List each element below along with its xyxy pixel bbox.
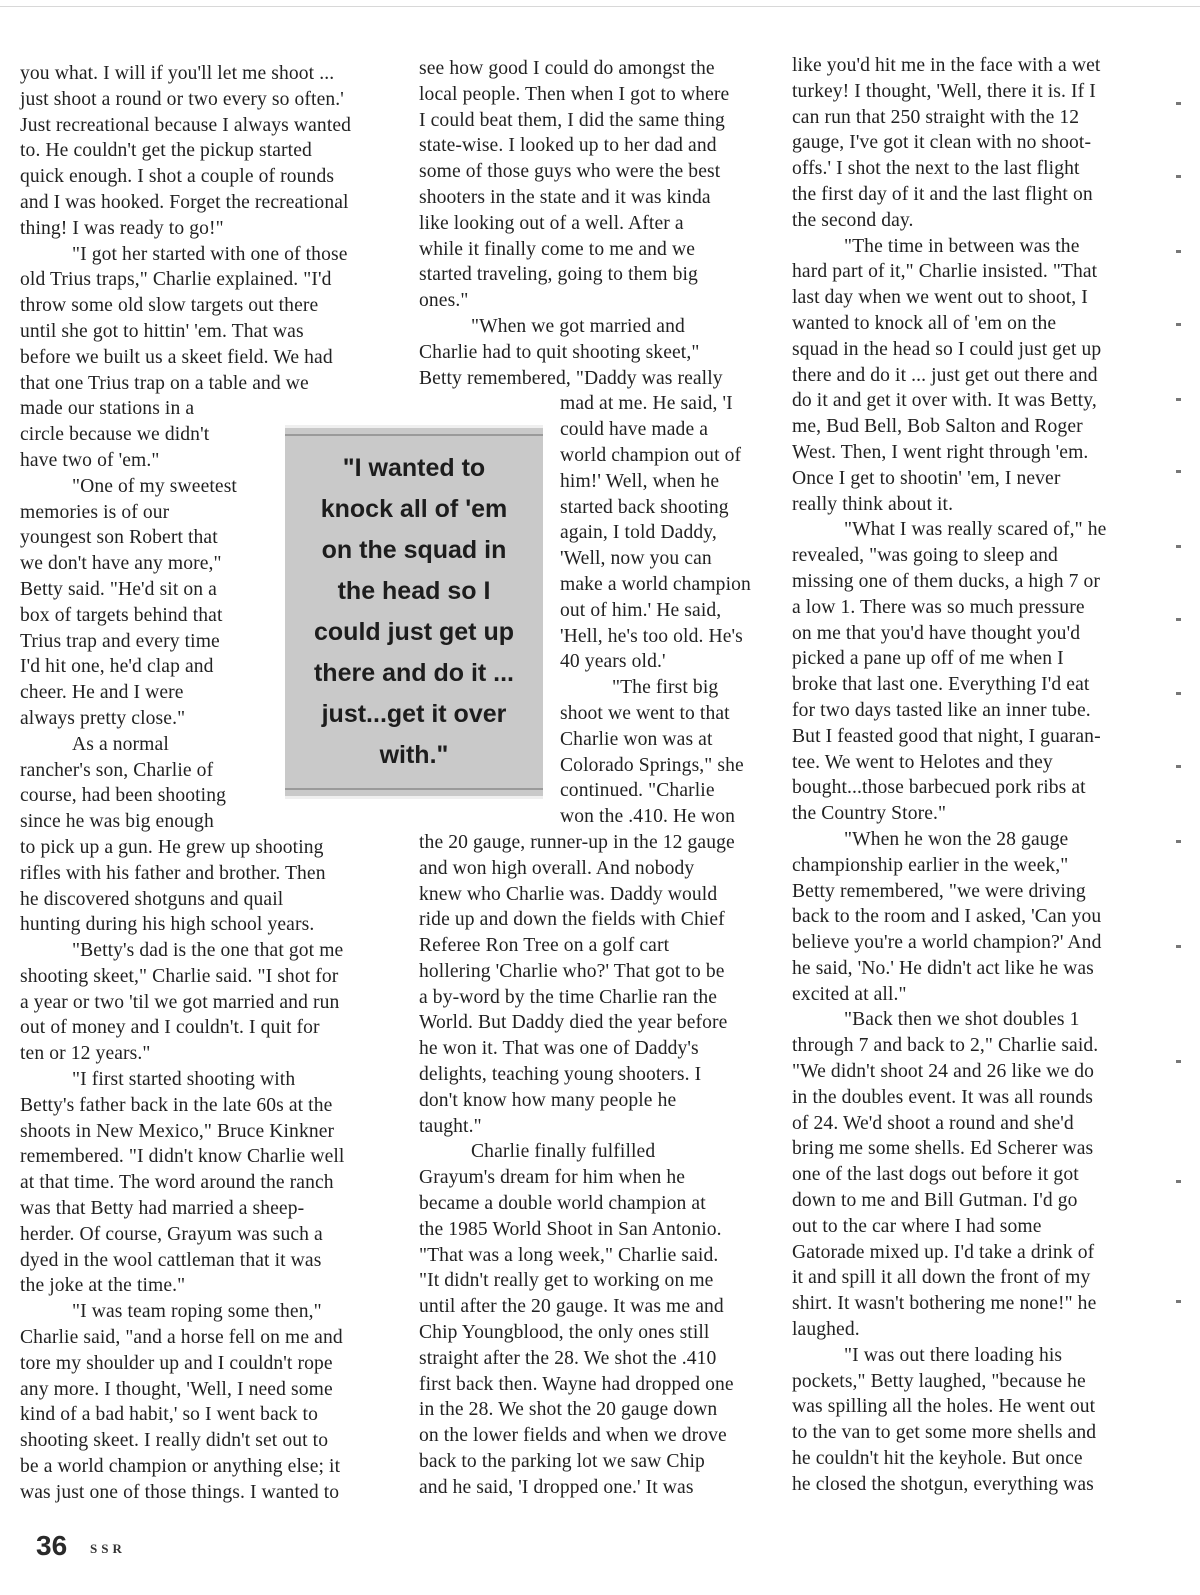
text-line: wanted to knock all of 'em on the: [792, 312, 1057, 334]
text-line: started back shooting: [560, 496, 729, 518]
text-line: Chip Youngblood, the only ones still: [419, 1322, 710, 1344]
text-line: ride up and down the fields with Chief: [419, 909, 725, 931]
text-line: taught.": [419, 1115, 482, 1137]
text-line: since he was big enough: [20, 811, 214, 833]
text-line: World. But Daddy died the year before: [419, 1012, 728, 1034]
article-column-3: [792, 53, 1162, 1498]
text-line: he couldn't hit the keyhole. But once: [792, 1448, 1083, 1470]
text-line: started traveling, going to them big: [419, 264, 698, 286]
text-line: "Back then we shot doubles 1: [844, 1009, 1080, 1031]
text-line: "Betty's dad is the one that got me: [72, 940, 344, 962]
text-line: until she got to hittin' 'em. That was: [20, 320, 304, 342]
text-line: dyed in the wool cattleman that it was: [20, 1249, 322, 1271]
text-line: local people. Then when I got to where: [419, 83, 730, 105]
text-line: Just recreational because I always wanted: [20, 114, 352, 136]
text-line: Betty remembered, "Daddy was really: [419, 367, 723, 389]
text-line: Grayum's dream for him when he: [419, 1167, 686, 1189]
text-line: last day when we went out to shoot, I: [792, 287, 1088, 309]
text-line: in the doubles event. It was all rounds: [792, 1086, 1094, 1108]
text-line: Charlie said, "and a horse fell on me and: [20, 1327, 343, 1349]
text-line: won the .410. He won: [560, 806, 736, 828]
text-line: on me that you'd have thought you'd: [792, 622, 1081, 644]
text-line: "I was team roping some then,": [72, 1301, 322, 1323]
text-line: always pretty close.": [20, 707, 186, 729]
text-line: can run that 250 straight with the 12: [792, 106, 1080, 128]
text-line: on the lower fields and when we drove: [419, 1425, 727, 1447]
text-line: at that time. The word around the ranch: [20, 1172, 334, 1194]
text-line: shooters in the state and it was kinda: [419, 186, 711, 208]
text-line: a low 1. There was so much pressure: [792, 596, 1085, 618]
top-rule: [0, 6, 1200, 7]
text-line: we don't have any more,": [20, 553, 222, 575]
text-line: have two of 'em.": [20, 449, 160, 471]
text-line: he said, 'No.' He didn't act like he was: [792, 957, 1094, 979]
text-line: "I was out there loading his: [844, 1344, 1063, 1366]
text-line: championship earlier in the week,": [792, 854, 1069, 876]
text-line: a by-word by the time Charlie ran the: [419, 986, 718, 1008]
text-line: laughed.: [792, 1319, 860, 1341]
text-line: he discovered shotguns and quail: [20, 888, 284, 910]
text-line: memories is of our: [20, 501, 170, 523]
text-line: As a normal: [72, 733, 169, 755]
text-line: he won it. That was one of Daddy's: [419, 1038, 699, 1060]
text-line: "We didn't shoot 24 and 26 like we do: [792, 1061, 1095, 1083]
text-line: like looking out of a well. After a: [419, 212, 684, 234]
text-line: me, Bud Bell, Bob Salton and Roger: [792, 416, 1083, 438]
text-line: him!' Well, when he: [560, 470, 720, 492]
text-line: youngest son Robert that: [20, 527, 218, 549]
text-line: broke that last one. Everything I'd eat: [792, 674, 1090, 696]
text-line: be a world champion or anything else; it: [20, 1456, 341, 1478]
text-line: "What I was really scared of," he: [844, 519, 1107, 541]
text-line: it and spill it all down the front of my: [792, 1267, 1091, 1289]
text-line: just shoot a round or two every so often.': [20, 88, 344, 110]
text-line: excited at all.": [792, 983, 907, 1005]
text-line: until after the 20 gauge. It was me and: [419, 1296, 724, 1318]
text-line: remembered. "I didn't know Charlie well: [20, 1146, 345, 1168]
text-line: Charlie finally fulfilled: [471, 1141, 656, 1163]
text-line: old Trius traps," Charlie explained. "I'd: [20, 269, 332, 291]
text-line: hard part of it," Charlie insisted. "That: [792, 261, 1098, 283]
text-line: Colorado Springs," she: [560, 754, 744, 776]
text-line: ones.": [419, 290, 469, 312]
text-line: shooting skeet," Charlie said. "I shot for: [20, 965, 339, 987]
text-line: shoot we went to that: [560, 702, 730, 724]
text-line: squad in the head so I could just get up: [792, 338, 1102, 360]
text-line: some of those guys who were the best: [419, 161, 721, 183]
text-line: and he said, 'I dropped one.' It was: [419, 1476, 694, 1498]
text-line: Betty remembered, "we were driving: [792, 880, 1086, 902]
text-line: the second day.: [792, 209, 914, 231]
page-edge-marks: [1170, 0, 1200, 1595]
text-line: West. Then, I went right through 'em.: [792, 441, 1089, 463]
text-line: 'Well, now you can: [560, 548, 712, 570]
text-line: through 7 and back to 2," Charlie said.: [792, 1035, 1099, 1057]
text-line: "One of my sweetest: [72, 475, 237, 497]
text-line: again, I told Daddy,: [560, 522, 717, 544]
text-line: to pick up a gun. He grew up shooting: [20, 836, 324, 858]
text-line: and won high overall. And nobody: [419, 857, 695, 879]
text-line: Referee Ron Tree on a golf cart: [419, 935, 670, 957]
text-line: cheer. He and I were: [20, 682, 184, 704]
text-line: box of targets behind that: [20, 604, 223, 626]
text-line: "When he won the 28 gauge: [844, 828, 1069, 850]
text-line: before we built us a skeet field. We had: [20, 346, 333, 368]
text-line: that one Trius trap on a table and we: [20, 372, 309, 394]
text-line: the 20 gauge, runner-up in the 12 gauge: [419, 831, 735, 853]
text-line: "It didn't really get to working on me: [419, 1270, 714, 1292]
text-line: straight after the 28. We shot the .410: [419, 1347, 717, 1369]
text-line: shirt. It wasn't bothering me none!" he: [792, 1293, 1097, 1315]
text-line: ten or 12 years.": [20, 1043, 151, 1065]
text-line: mad at me. He said, 'I: [560, 393, 733, 415]
text-line: Charlie had to quit shooting skeet,": [419, 341, 700, 363]
text-line: was that Betty had married a sheep-: [20, 1198, 305, 1220]
page-number: 36: [36, 1530, 68, 1561]
text-line: could have made a: [560, 419, 709, 441]
text-line: thing! I was ready to go!": [20, 217, 224, 239]
text-line: Once I get to shootin' 'em, I never: [792, 467, 1061, 489]
text-line: believe you're a world champion?' And: [792, 932, 1102, 954]
text-line: make a world champion: [560, 573, 751, 595]
text-line: out of money and I couldn't. I quit for: [20, 1017, 320, 1039]
text-line: revealed, "was going to sleep and: [792, 545, 1058, 567]
text-line: hollering 'Charlie who?' That got to be: [419, 960, 725, 982]
text-line: do it and get it over with. It was Betty,: [792, 390, 1097, 412]
pull-quote-box: [285, 425, 543, 799]
text-line: offs.' I shot the next to the last flight: [792, 158, 1080, 180]
text-line: "I got her started with one of those: [72, 243, 348, 265]
text-line: in the 28. We shot the 20 gauge down: [419, 1399, 718, 1421]
text-line: Charlie won was at: [560, 728, 713, 750]
text-line: he closed the shotgun, everything was: [792, 1473, 1094, 1495]
text-line: knew who Charlie was. Daddy would: [419, 883, 718, 905]
text-line: kind of a bad habit,' so I went back to: [20, 1404, 318, 1426]
text-line: circle because we didn't: [20, 424, 210, 446]
text-line: "When we got married and: [471, 315, 685, 337]
text-line: you what. I will if you'll let me shoot ...: [20, 63, 335, 84]
text-line: really think about it.: [792, 493, 954, 515]
text-line: course, had been shooting: [20, 785, 227, 807]
text-line: "I first started shooting with: [72, 1069, 296, 1091]
text-line: became a double world champion at: [419, 1193, 706, 1215]
text-line: down to me and Bill Gutman. I'd go: [792, 1190, 1078, 1212]
text-line: to the van to get some more shells and: [792, 1422, 1097, 1444]
text-line: Betty's father back in the late 60s at the: [20, 1094, 333, 1116]
text-line: first back then. Wayne had dropped one: [419, 1373, 734, 1395]
text-line: 'Hell, he's too old. He's: [560, 625, 743, 647]
text-line: shooting skeet. I really didn't set out to: [20, 1430, 329, 1452]
text-line: the Country Store.": [792, 803, 947, 825]
text-line: "That was a long week," Charlie said.: [419, 1244, 719, 1266]
text-line: any more. I thought, 'Well, I need some: [20, 1378, 333, 1400]
text-line: turkey! I thought, 'Well, there it is. If I: [792, 80, 1096, 102]
text-line: "The time in between was the: [844, 235, 1080, 257]
text-line: while it finally come to me and we: [419, 238, 695, 260]
text-line: see how good I could do amongst the: [419, 58, 715, 79]
text-line: rancher's son, Charlie of: [20, 759, 214, 781]
text-line: tee. We went to Helotes and they: [792, 751, 1053, 773]
text-line: gauge, I've got it clean with no shoot-: [792, 132, 1092, 154]
text-line: picked a pane up off of me when I: [792, 648, 1064, 670]
text-line: of 24. We'd shoot a round and she'd: [792, 1112, 1074, 1134]
text-line: I could beat them, I did the same thing: [419, 109, 725, 131]
text-line: a year or two 'til we got married and run: [20, 991, 340, 1013]
text-line: I'd hit one, he'd clap and: [20, 656, 214, 678]
text-line: herder. Of course, Grayum was such a: [20, 1223, 323, 1245]
text-line: the 1985 World Shoot in San Antonio.: [419, 1218, 722, 1240]
text-line: out of him.' He said,: [560, 599, 722, 621]
text-line: shoots in New Mexico," Bruce Kinkner: [20, 1120, 335, 1142]
text-line: back to the room and I asked, 'Can you: [792, 906, 1102, 928]
text-line: But I feasted good that night, I guaran-: [792, 725, 1101, 747]
text-line: out to the car where I had some: [792, 1215, 1042, 1237]
text-line: back to the parking lot we saw Chip: [419, 1451, 705, 1473]
magazine-name: SSR: [90, 1541, 126, 1556]
text-line: the joke at the time.": [20, 1275, 186, 1297]
text-line: made our stations in a: [20, 398, 195, 420]
text-line: Betty said. "He'd sit on a: [20, 578, 217, 600]
text-line: delights, teaching young shooters. I: [419, 1064, 702, 1086]
text-line: pockets," Betty laughed, "because he: [792, 1370, 1086, 1392]
text-line: world champion out of: [560, 444, 742, 466]
text-line: like you'd hit me in the face with a wet: [792, 55, 1101, 76]
text-line: there and do it ... just get out there and: [792, 364, 1098, 386]
text-line: quick enough. I shot a couple of rounds: [20, 166, 335, 188]
text-line: hunting during his high school years.: [20, 914, 315, 936]
text-line: 40 years old.': [560, 651, 666, 673]
text-line: missing one of them ducks, a high 7 or: [792, 570, 1101, 592]
text-line: bought...those barbecued pork ribs at: [792, 777, 1086, 799]
text-line: rifles with his father and brother. Then: [20, 862, 326, 884]
text-line: and I was hooked. Forget the recreational: [20, 191, 349, 213]
text-line: "The first big: [612, 677, 719, 699]
text-line: don't know how many people he: [419, 1089, 677, 1111]
text-line: to. He couldn't get the pickup started: [20, 140, 312, 162]
text-line: throw some old slow targets out there: [20, 295, 319, 317]
text-line: for two days tasted like an inner tube.: [792, 699, 1091, 721]
text-line: the first day of it and the last flight on: [792, 183, 1093, 205]
text-line: state-wise. I looked up to her dad and: [419, 135, 717, 157]
text-line: was just one of those things. I wanted to: [20, 1481, 340, 1503]
pull-quote-text: "I wanted to knock all of 'em on the squad in the head so I could just get up there and do it ... just...get it over with.": [313, 454, 514, 769]
text-line: continued. "Charlie: [560, 780, 715, 802]
text-line: one of the last dogs out before it got: [792, 1164, 1079, 1186]
text-line: bring me some shells. Ed Scherer was: [792, 1138, 1094, 1160]
text-line: Trius trap and every time: [20, 630, 220, 652]
text-line: was spilling all the holes. He went out: [792, 1396, 1096, 1418]
text-line: Gatorade mixed up. I'd take a drink of: [792, 1241, 1095, 1263]
text-line: tore my shoulder up and I couldn't rope: [20, 1352, 333, 1374]
